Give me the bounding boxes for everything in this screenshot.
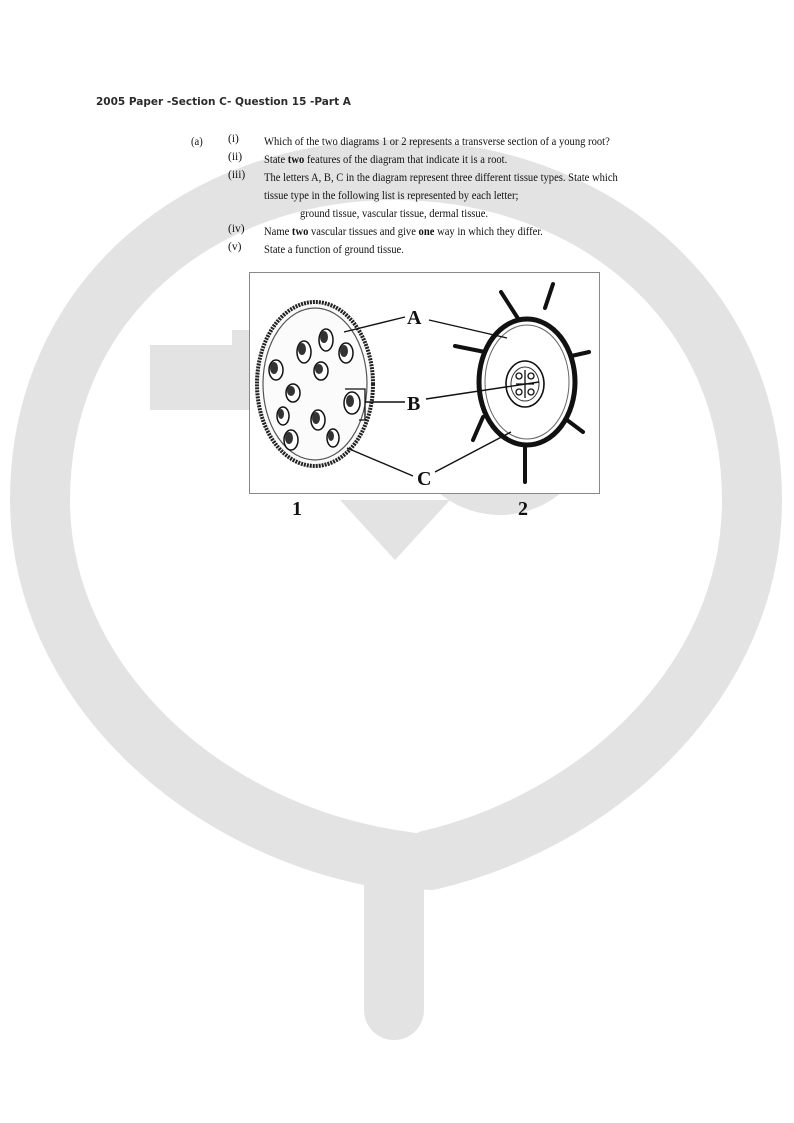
question-i-text: Which of the two diagrams 1 or 2 represents a transverse section of a young root? (264, 136, 610, 148)
question-iii-line-3: ground tissue, vascular tissue, dermal tissue. (300, 208, 489, 220)
question-v-text: State a function of ground tissue. (264, 244, 404, 256)
label-c: C (417, 468, 432, 490)
question-iii-line-2: tissue type in the following list is represented by each letter; (264, 190, 519, 202)
label-b: B (407, 393, 421, 415)
question-ii-text: State two features of the diagram that indicate it is a root. (264, 154, 508, 166)
label-a: A (407, 307, 422, 329)
tissue-diagram (249, 272, 600, 494)
part-label: (a) (191, 136, 203, 148)
numeral-v: (v) (228, 241, 242, 253)
question-iii-line-1: The letters A, B, C in the diagram represent three different tissue types. State which (264, 172, 618, 184)
page-header: 2005 Paper -Section C- Question 15 -Part A (96, 96, 351, 108)
diagram-number-1: 1 (292, 498, 302, 520)
numeral-iv: (iv) (228, 223, 245, 235)
numeral-i: (i) (228, 133, 239, 145)
question-iv-text: Name two vascular tissues and give one way in which they differ. (264, 226, 543, 238)
numeral-ii: (ii) (228, 151, 243, 163)
diagram-number-2: 2 (518, 498, 528, 520)
diagram-1-stem (257, 302, 373, 466)
numeral-iii: (iii) (228, 169, 246, 181)
